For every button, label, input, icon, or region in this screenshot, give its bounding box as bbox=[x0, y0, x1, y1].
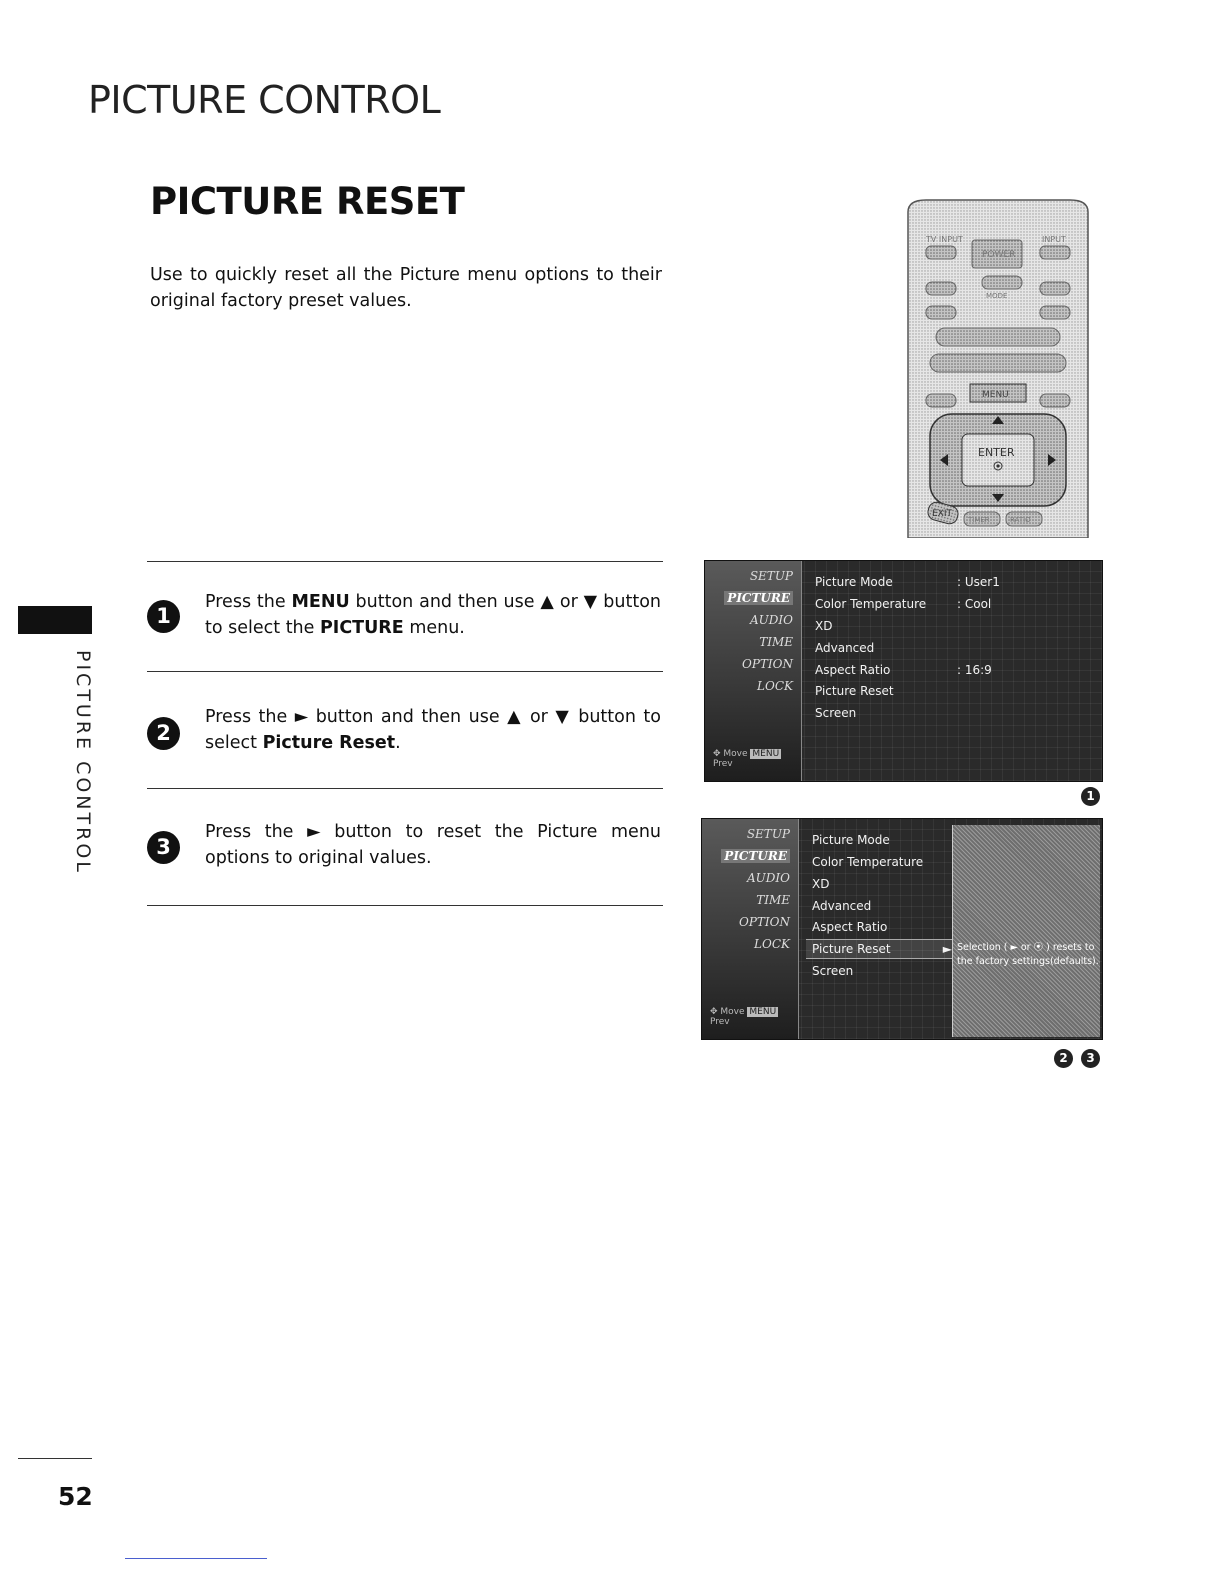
exit-button-label: EXIT bbox=[932, 509, 953, 519]
osd-item-advanced: Advanced bbox=[815, 641, 875, 655]
timer-label: TIMER bbox=[968, 516, 990, 524]
footer-link-line bbox=[125, 1558, 267, 1559]
osd-tab-setup: SETUP bbox=[749, 569, 793, 583]
osd-item-color-temperature: Color Temperature bbox=[812, 855, 924, 869]
screen-badge-2: 2 bbox=[1054, 1049, 1073, 1068]
osd-item-aspect-ratio: Aspect Ratio bbox=[815, 663, 891, 677]
osd-info-text: Selection ( ► or ⦿ ) resets to the factory settings(defaults). bbox=[957, 942, 1099, 967]
osd-footer: ✥ Move MENU Prev bbox=[713, 749, 780, 769]
osd-tab-strip bbox=[705, 561, 802, 781]
menu-button-label: MENU bbox=[982, 390, 1009, 400]
page-number: 52 bbox=[58, 1482, 93, 1511]
osd-value-aspect-ratio: : 16:9 bbox=[957, 663, 992, 677]
section-title: PICTURE CONTROL bbox=[88, 78, 441, 122]
osd-item-screen: Screen bbox=[812, 964, 854, 978]
screen-badge-1: 1 bbox=[1081, 787, 1100, 806]
osd-screen-picture-menu bbox=[704, 560, 1103, 782]
mode-label: MODE bbox=[986, 292, 1008, 300]
osd-item-picture-reset-selected: Picture Reset ► bbox=[806, 939, 954, 959]
osd-tab-audio: AUDIO bbox=[747, 871, 790, 885]
osd-tab-option: OPTION bbox=[742, 657, 793, 671]
divider bbox=[147, 561, 663, 562]
osd-footer: ✥ Move MENU Prev bbox=[710, 1007, 777, 1027]
osd-item-xd: XD bbox=[812, 877, 830, 891]
osd-tab-strip bbox=[702, 819, 799, 1039]
intro-paragraph: Use to quickly reset all the Picture menu options to their original factory preset values. bbox=[150, 265, 662, 311]
tv-input-label: TV INPUT bbox=[926, 235, 963, 244]
divider bbox=[147, 905, 663, 906]
osd-item-screen: Screen bbox=[815, 706, 857, 720]
osd-tab-lock: LOCK bbox=[754, 937, 790, 951]
step-text-2: Press the ► button and then use ▲ or ▼ button to select Picture Reset. bbox=[205, 707, 661, 753]
power-label: POWER bbox=[982, 250, 1016, 260]
osd-item-picture-reset: Picture Reset bbox=[815, 684, 894, 698]
osd-tab-setup: SETUP bbox=[746, 827, 790, 841]
osd-screen-picture-reset bbox=[701, 818, 1103, 1040]
step-number-1: 1 bbox=[147, 600, 180, 633]
osd-tab-time: TIME bbox=[759, 635, 793, 649]
step-number-3: 3 bbox=[147, 831, 180, 864]
osd-item-picture-mode: Picture Mode bbox=[815, 575, 893, 589]
osd-info-panel bbox=[952, 825, 1100, 1037]
osd-tab-time: TIME bbox=[756, 893, 790, 907]
screen-badge-3: 3 bbox=[1081, 1049, 1100, 1068]
footer-divider bbox=[18, 1458, 92, 1459]
arrow-right-icon: ► bbox=[942, 942, 952, 956]
osd-item-advanced: Advanced bbox=[812, 899, 872, 913]
step-number-2: 2 bbox=[147, 717, 180, 750]
osd-value-picture-mode: : User1 bbox=[957, 575, 1000, 589]
step-text-3: Press the ► button to reset the Picture menu options to original values. bbox=[205, 822, 661, 868]
osd-tab-picture: PICTURE bbox=[721, 849, 790, 863]
step-text-1: Press the MENU button and then use ▲ or ▼ button to select the PICTURE menu. bbox=[205, 592, 661, 638]
ratio-label: RATIO bbox=[1010, 516, 1031, 524]
divider bbox=[147, 671, 663, 672]
osd-item-aspect-ratio: Aspect Ratio bbox=[812, 920, 888, 934]
osd-tab-audio: AUDIO bbox=[750, 613, 793, 627]
osd-item-picture-mode: Picture Mode bbox=[812, 833, 890, 847]
divider bbox=[147, 788, 663, 789]
osd-tab-lock: LOCK bbox=[757, 679, 793, 693]
side-tab-label: PICTURE CONTROL bbox=[72, 650, 94, 875]
osd-tab-picture: PICTURE bbox=[724, 591, 793, 605]
osd-item-color-temperature: Color Temperature bbox=[815, 597, 927, 611]
remote-control-illustration bbox=[906, 198, 1090, 538]
osd-item-xd: XD bbox=[815, 619, 833, 633]
side-tab-marker bbox=[18, 606, 92, 634]
enter-button-label: ENTER bbox=[978, 446, 1015, 459]
input-label: INPUT bbox=[1042, 235, 1066, 244]
osd-value-color-temperature: : Cool bbox=[957, 597, 992, 611]
page-title: PICTURE RESET bbox=[150, 180, 465, 223]
osd-tab-option: OPTION bbox=[739, 915, 790, 929]
